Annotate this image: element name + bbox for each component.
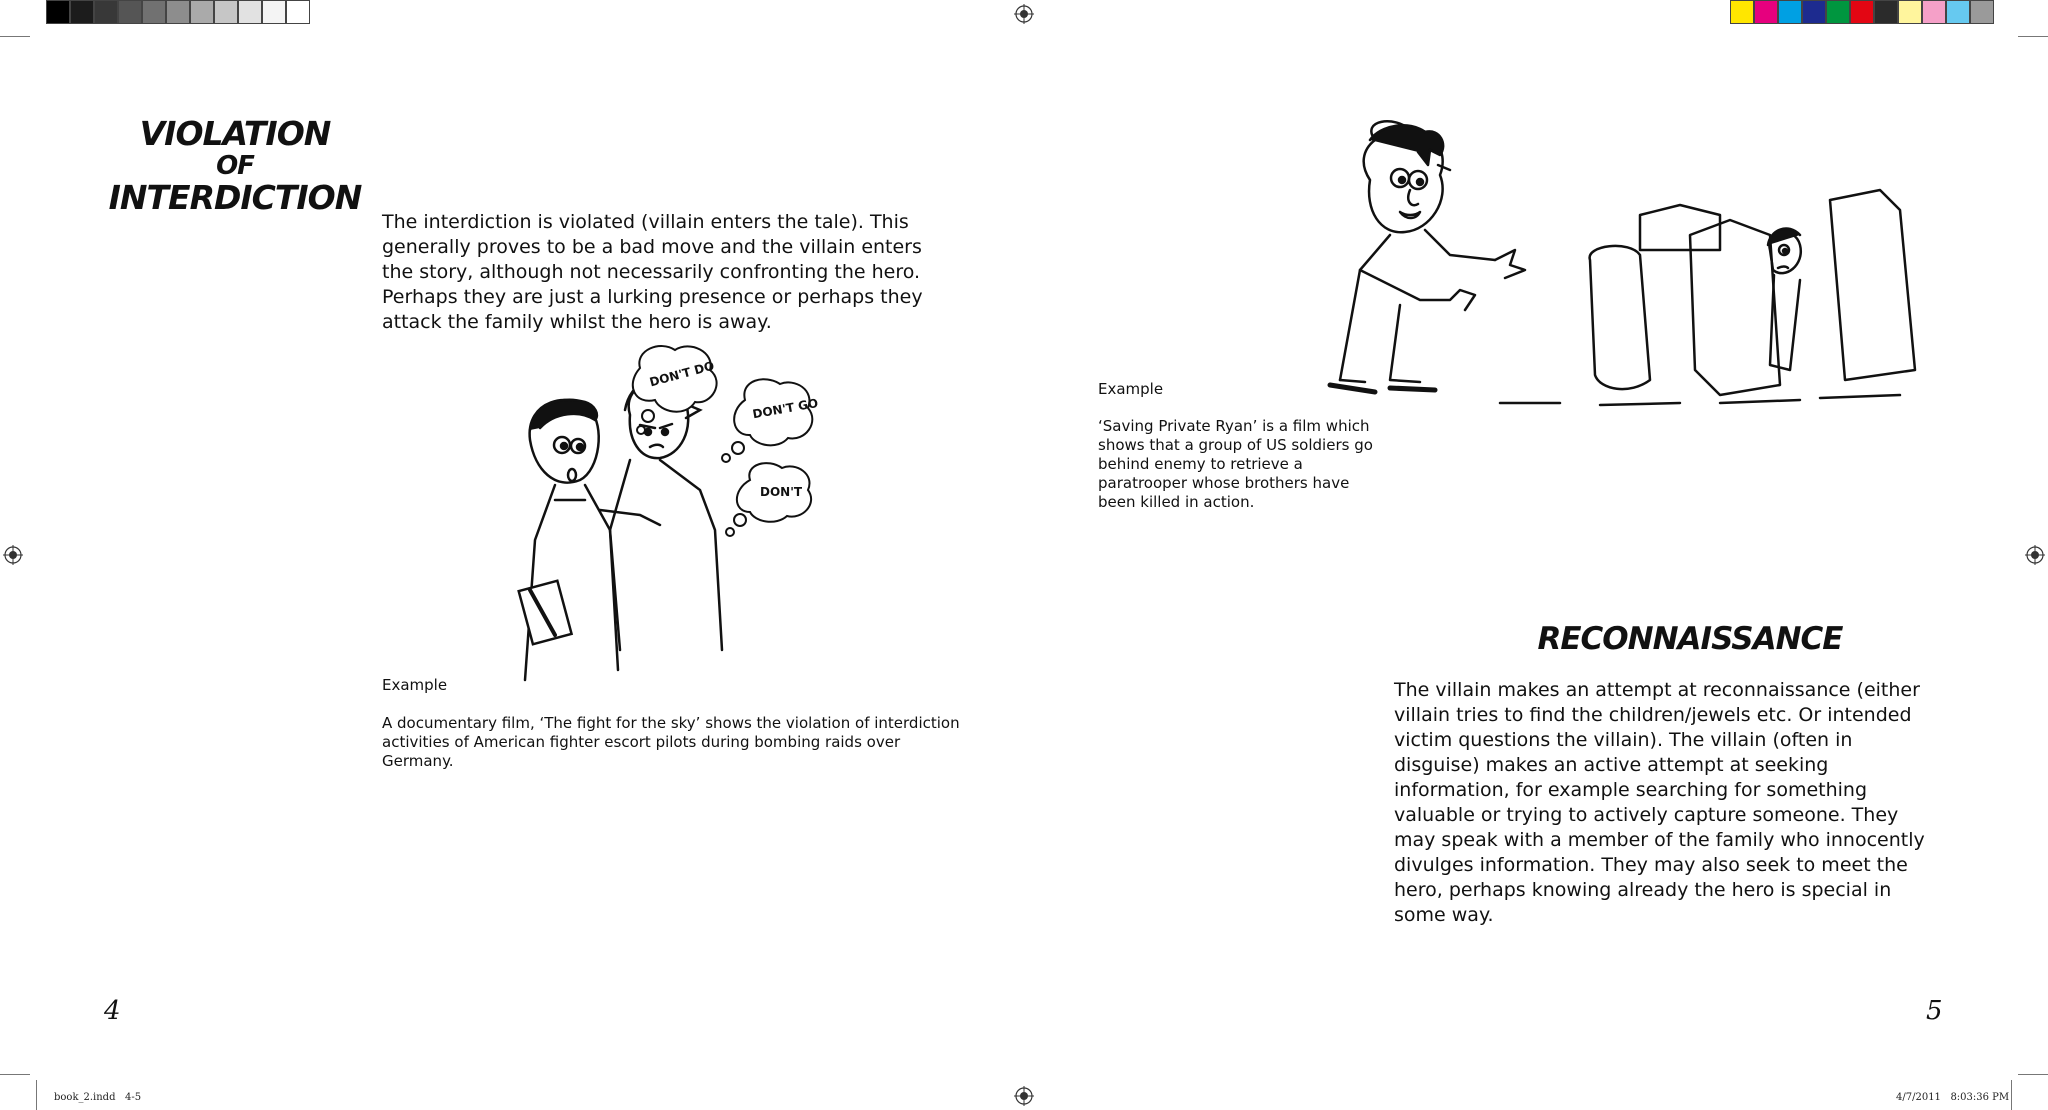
example-label-left: Example — [382, 676, 448, 694]
section-heading-reconnaissance: RECONNAISSANCE — [1537, 621, 1843, 657]
thought-bubble-text: DON'T — [760, 485, 803, 499]
grayscale-swatch — [166, 0, 190, 24]
violation-body-text: The interdiction is violated (villain enters the tale). This generally proves to be a bad move and the villain enters the story, although not necessarily confronting the hero. Perhaps they are just a lurking presence or perhaps they attack the family whilst the hero is away. — [382, 211, 923, 333]
heading-line: INTERDICTION — [108, 178, 362, 217]
thought-bubble-text: DON'T DO — [648, 358, 716, 390]
hiding-boy-illustration — [1300, 120, 1960, 420]
registration-mark-left-icon — [3, 545, 23, 565]
crop-mark — [2018, 36, 2048, 37]
color-swatch — [1730, 0, 1754, 24]
color-swatch — [1874, 0, 1898, 24]
heading-line: VIOLATION — [139, 114, 331, 153]
page-number-right: 5 — [1926, 996, 1943, 1026]
crop-mark — [0, 36, 30, 37]
grayscale-color-bar — [46, 0, 310, 26]
grayscale-swatch — [190, 0, 214, 24]
grayscale-swatch — [70, 0, 94, 24]
heading-line: OF — [216, 151, 254, 181]
page-number-left: 4 — [104, 996, 121, 1026]
registration-mark-top-icon — [1014, 4, 1034, 24]
color-swatch — [1946, 0, 1970, 24]
grayscale-swatch — [286, 0, 310, 24]
crop-mark — [0, 1074, 30, 1075]
process-color-bar — [1730, 0, 1994, 26]
section-heading-violation — [100, 116, 370, 216]
color-swatch — [1802, 0, 1826, 24]
grayscale-swatch — [142, 0, 166, 24]
grayscale-swatch — [214, 0, 238, 24]
color-swatch — [1922, 0, 1946, 24]
thought-bubble-text: DON'T GO — [751, 395, 820, 422]
example-caption-left: A documentary film, ‘The fight for the sky’ shows the violation of interdiction activities of American fighter escort pilots during bombing raids over Germany. — [382, 714, 960, 770]
registration-mark-right-icon — [2025, 545, 2045, 565]
grayscale-swatch — [238, 0, 262, 24]
crop-mark — [2018, 1074, 2048, 1075]
color-swatch — [1850, 0, 1874, 24]
two-boys-illustration — [500, 350, 840, 690]
reconnaissance-body-text: The villain makes an attempt at reconnaissance (either villain tries to find the children/jewels etc. Or intended victim questions the villain). The villain (often in disguise) makes an active attempt at seeking information, for example searching for something valuable or trying to actively capture someone. They may speak with a member of the family who innocently divulges information. They may also seek to meet the hero, perhaps knowing already the hero is special in some way. — [1394, 679, 1925, 926]
color-swatch — [1754, 0, 1778, 24]
color-swatch — [1778, 0, 1802, 24]
example-caption-right: ‘Saving Private Ryan’ is a film which shows that a group of US soldiers go behind enemy to retrieve a paratrooper whose brothers have been killed in action. — [1098, 417, 1373, 511]
crop-mark — [2011, 1080, 2012, 1110]
grayscale-swatch — [46, 0, 70, 24]
color-swatch — [1970, 0, 1994, 24]
slug-filename: book_2.indd 4-5 — [54, 1092, 142, 1103]
registration-mark-bottom-icon — [1014, 1086, 1034, 1106]
color-swatch — [1826, 0, 1850, 24]
slug-timestamp: 4/7/2011 8:03:36 PM — [1896, 1092, 2010, 1103]
grayscale-swatch — [262, 0, 286, 24]
grayscale-swatch — [94, 0, 118, 24]
color-swatch — [1898, 0, 1922, 24]
crop-mark — [36, 1080, 37, 1110]
example-label-right: Example — [1098, 380, 1164, 398]
grayscale-swatch — [118, 0, 142, 24]
